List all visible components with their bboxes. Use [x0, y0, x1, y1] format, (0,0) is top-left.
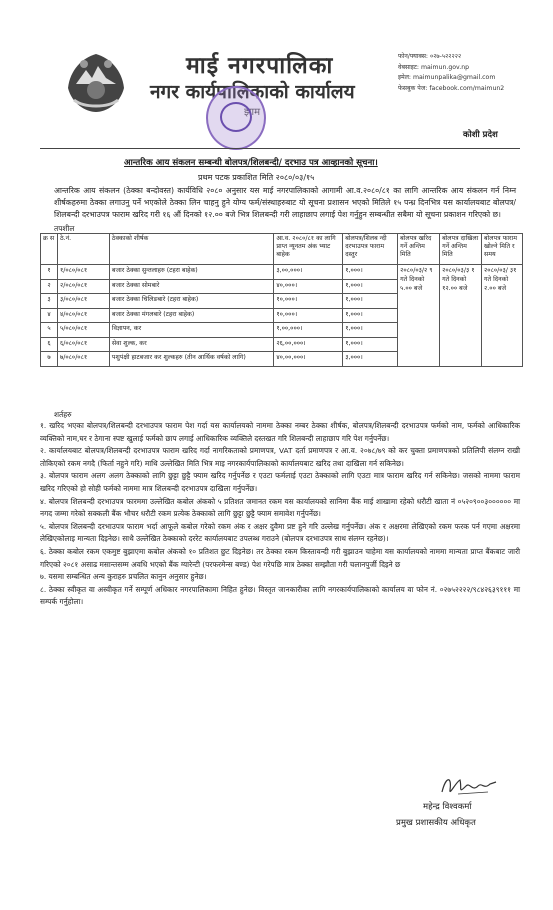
- row-fee: १,०००।: [343, 279, 398, 294]
- row-tender-no: ४/०८०/०८१: [57, 308, 109, 323]
- row-sn: १: [41, 265, 58, 280]
- row-fee: ३,०००।: [343, 352, 398, 367]
- signatory-name: महेन्द्र विश्वकर्मा: [423, 802, 472, 812]
- row-amount: १,००,०००।: [274, 323, 343, 338]
- row-sn: ३: [41, 294, 58, 309]
- row-fee: १,०००।: [343, 308, 398, 323]
- row-sn: २: [41, 279, 58, 294]
- row-fee: १,०००।: [343, 337, 398, 352]
- submission-deadline-cell: २०८०/०३/३ १ गते दिनको १२.०० बजे: [440, 265, 482, 367]
- row-amount: १०,०००।: [274, 308, 343, 323]
- row-amount: ३,००,०००।: [274, 265, 343, 280]
- row-sn: ५: [41, 323, 58, 338]
- row-fee: १,०००।: [343, 294, 398, 309]
- row-tender-no: १/०८०/०८१: [57, 265, 109, 280]
- contact-block: [398, 52, 504, 94]
- row-title: बजार ठेक्का चिलिङबारे (टहरा बाहेक): [109, 294, 273, 309]
- row-amount: २६,००,०००।: [274, 337, 343, 352]
- opening-cell: २०८०/०३/ ३१ गते दिनको २.०० बजे: [482, 265, 523, 367]
- row-sn: ६: [41, 337, 58, 352]
- table-row: [41, 265, 523, 280]
- notice-title: आन्तरिक आय संकलन सम्बन्धी बोलपत्र/शिलबन्दी/ दरभाउ पत्र आव्हानको सूचना।: [124, 158, 378, 168]
- government-emblem-icon: [62, 50, 130, 116]
- term-item: ५. बोलपत्र शिलबन्दी दरभाउपत्र फाराम भर्दा आफूले कबोल गरेको रकम अंक र अक्षर दुवैमा प्रष्ट हुने गरि उल्लेख गर्नुपर्नेछ। अंक र अक्षरमा लेखिएको रकम फरक पर्न गएमा अक्षरमा लेखिएकोलाइ मान्यता दिइनेछ। साथै उल्लेखित ठेक्काको दररेट कार्यालयबाट उपलब्ध गराउने (बोलपत्र दरभाउपत्र साथ संलग्न रहनेछ)।: [40, 521, 520, 544]
- term-item: ७. यसमा सम्बन्धित अन्य कुराहरु प्रचलित कानुन अनुसार हुनेछ।: [40, 572, 207, 582]
- header-tender-no: ठे.नं.: [57, 234, 109, 265]
- term-item: ३. बोलपत्र फाराम अलग अलग ठेक्काको लागि छुट्टा छुट्टै फ्याम खरिद गर्नुपर्नेछ र एउटा फर्मलाई एउटा ठेक्काको लागि एउटा मात्र फाराम खरिद गर्न सकिनेछ। जसको नाममा फाराम खरिद गरिएको हो सोही फर्मको नाममा मात्र शिलबन्दी दरभाउपत्र दाखिला गर्नुपर्नेछ।: [40, 471, 520, 493]
- row-title: विज्ञापन, कर: [109, 323, 273, 338]
- contact-phone: फोन/फ्याक्स: ०२७-५२२२२२: [398, 53, 462, 60]
- term-item: २. कार्यालयबाट बोलपत्र/शिलबन्दी दरभाउपत्र फाराम खरिद गर्दा नागरिकताको प्रमाणपत्र, VAT दर्ता प्रमाणपत्र र आ.व. २०७८/७९ को कर चुक्ता प्रमाणपत्रको प्रतिलिपी संलग्न राखी तोकिएको रकम नगदै (फिर्ता नहुने गरि) माथि उल्लेखित मिति भित्र माइ नगरकार्यपालिकाको कार्यालयबाट खरिद तथा दाखिला गर्न सकिनेछ।: [40, 446, 520, 468]
- header-amount: आ.व. २०८०/८१ का लागि प्राप्त न्यूनतम अंक भ्याट बाहेक: [274, 234, 343, 265]
- term-item: १. खरिद भएका बोलपत्र/शिलबन्दी दरभाउपत्र फाराम पेश गर्दा यस कार्यालयको नाममा ठेक्का नम्बर ठेक्का शीर्षक, बोलपत्र/शिलबन्दी दरभाउपत्र फर्मको नाम, फर्मको आधिकारिक व्यक्तिको नाम,घर र ठेगाना स्पष्ट खुलाई फर्मको छाप लगाई आधिकारिक व्यक्तिले दस्तखत गरि शिलबन्दी लाहाछाप गरि पेश गर्नुपर्नेछ।: [40, 421, 520, 443]
- row-fee: १,०००।: [343, 323, 398, 338]
- row-tender-no: ७/०८०/०८१: [57, 352, 109, 367]
- purchase-deadline-cell: २०८०/०३/२ ९ गते दिनको ५.०० बजे: [398, 265, 440, 367]
- tender-table: [40, 233, 523, 367]
- handwritten-signature: [438, 772, 500, 800]
- table-header-row: [41, 234, 523, 265]
- office-name: नगर कार्यपालिकाको कार्यालय: [150, 81, 355, 103]
- row-amount: ४०,०००।: [274, 279, 343, 294]
- terms-label: शर्तहरु: [54, 410, 72, 419]
- header-title: ठेक्काको शीर्षक: [109, 234, 273, 265]
- row-fee: १,०००।: [343, 265, 398, 280]
- row-title: पशुपंक्षी हाटबजार कर शुल्कहरु (तीन आर्थिक वर्षको लागि): [109, 352, 273, 367]
- row-tender-no: ५/०८०/०८१: [57, 323, 109, 338]
- row-sn: ४: [41, 308, 58, 323]
- row-amount: १०,०००।: [274, 294, 343, 309]
- row-tender-no: ६/०८०/०८१: [57, 337, 109, 352]
- row-tender-no: ३/०८०/०८१: [57, 294, 109, 309]
- publication-date: प्रथम पटक प्रकाशित मिति २०८०/०३/१५: [198, 173, 315, 182]
- header-purchase-deadline: बोलपत्र खरिद गर्ने अन्तिम मिति: [398, 234, 440, 265]
- terms-list: [40, 420, 520, 609]
- term-item: ८. ठेक्का स्वीकृत वा अस्वीकृत गर्ने सम्पूर्ण अधिकार नगरपालिकामा निहित हुनेछ। विस्तृत जानकारीका लागि नगरकार्यपालिकाको कार्यालय वा फोन नं. ०२७५२२२२/९८४२६३९१११ मा सम्पर्क गर्नुहोला।: [40, 584, 520, 607]
- header-submission-deadline: बोलपत्र दाखिला गर्ने अन्तिम मिति: [440, 234, 482, 265]
- row-sn: ७: [41, 352, 58, 367]
- header-opening: बोलपत्र फाराम खोल्ने मिति र समय: [482, 234, 523, 265]
- row-title: सेवा शुल्क, कर: [109, 337, 273, 352]
- office-seal-stamp: [206, 86, 266, 150]
- row-title: बजार ठेक्का सोमबारे: [109, 279, 273, 294]
- contact-facebook: फेसबुक पेज: facebook.com/maimun2: [398, 84, 505, 92]
- schedule-label: तपशील: [54, 224, 75, 233]
- header-divider: [40, 148, 520, 149]
- term-item: ६. ठेक्का कबोल रकम एकमुष्ट बुझाएमा कबोल अंकको १० प्रतिशत छुट दिइनेछ। तर ठेक्का रकम किस्तावन्दी गरी बुझाउन चाहेमा यस कार्यालयको नाममा मान्यता प्राप्त बैंकबाट जारी गरिएको २०८१ असाढ मसान्तसम्म अवधि भएको बैंक ग्यारेन्टी (परफरमेन्स बण्ड) पेश गरेपछि मात्र ठेक्का सम्झौता गरी चलानपुर्जी दिइने छ: [40, 546, 520, 569]
- contact-email: इमेल: maimunpalika@gmail.com: [398, 74, 496, 81]
- header-fee: बोलपत्र/शिलब न्दी दरभाउपत्र फाराम दस्तुर: [343, 234, 398, 265]
- notice-intro: आन्तरिक आय संकलन (ठेक्का बन्दोवस्त) कार्यविधि २०८० अनुसार यस माई नगरपालिकाको आगामी आ.व.२०८०/८१ का लागि आन्तरिक आय संकलन गर्न निम्न शीर्षकहरुमा ठेक्का लगाउनु पर्ने भएकोले ठेक्का लिन चाहनु हुने योग्य फर्म/संस्थाहरुबाट यो सूचना प्रशासन भएको मितिले १५ पन्ध्र दिनभित्र यस कार्यालयबाट बोलपत्र/शिलबन्दी दरभाउपत्र फाराम खरिद गरी १६ औं दिनको १२.०० बजे भित्र शिलबन्दी गरी लाहाछाप लगाई पेश गर्नुहुन सम्बन्धीत सबैमा यो सूचना प्रकाशन गरिएको छ।: [54, 186, 516, 220]
- signatory-title: प्रमुख प्रशासकीय अधिकृत: [396, 818, 476, 828]
- org-name: माई नगरपालिका: [186, 53, 334, 79]
- row-tender-no: २/०८०/०८१: [57, 279, 109, 294]
- province-label: कोशी प्रदेश: [463, 130, 498, 140]
- office-address: झाम: [244, 107, 261, 118]
- row-title: बजार ठेक्का मंगलबारे (टहरा बाहेक): [109, 308, 273, 323]
- term-item: ४. बोलपत्र शिलबन्दी दरभाउपत्र फारममा उल्लेखित कबोल अंकको ५ प्रतिशत जमानत रकम यस कार्यालयको सानिमा बैंक माई शाखामा रहेको धरौटी खाता नं ०५२०९००३०००००० मा नगद जम्मा गरेको सक्कली बैंक भौचर धरौटी रकम प्रत्येक ठेक्काको लागि छुट्टा छुट्टै फ्याम समावेश गर्नुपर्नेछ।: [40, 496, 520, 519]
- row-amount: ४०,००,०००।: [274, 352, 343, 367]
- contact-website: वेबसाइट: maimun.gov.np: [398, 63, 470, 71]
- row-title: बजार ठेक्का सुन्तलाहरु (टहरा बाहेक): [109, 265, 273, 280]
- header-sn: क्र स: [41, 234, 58, 265]
